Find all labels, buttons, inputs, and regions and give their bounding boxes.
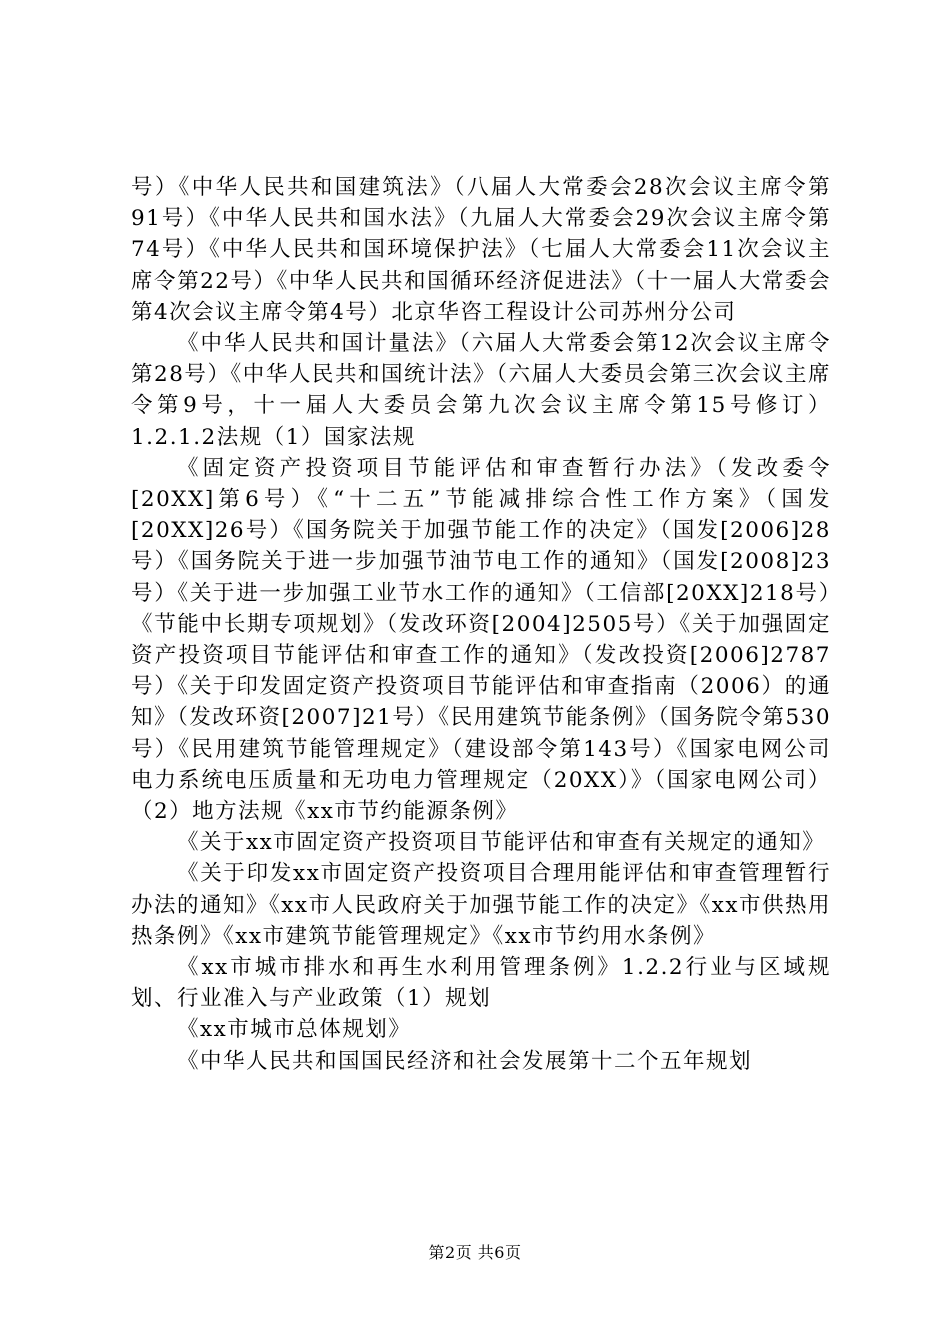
paragraph-7: 《xx市城市总体规划》: [177, 1017, 412, 1043]
paragraph-1: 号）《中华人民共和国建筑法》（八届人大常委会28次会议主席令第91号）《中华人民共和国水法》（九届人大常委会29次会议主席令第74号）《中华人民共和国环境保护法》（七届人大常委会11次会议主席令第22号）《中华人民共和国循环经济促进法》（十一届人大常委会第4次会议主席令第4号）北京华咨工程设计公司苏州分公司: [131, 175, 831, 325]
paragraph-6: 《xx市城市排水和再生水利用管理条例》1.2.2行业与区域规划、行业准入与产业政策（1）规划: [131, 955, 831, 1012]
page-number-indicator: 第2页 共6页: [428, 1243, 522, 1262]
page-footer: [0, 1242, 950, 1264]
paragraph-5: 《关于印发xx市固定资产投资项目合理用能评估和审查管理暂行办法的通知》《xx市人民政府关于加强节能工作的决定》《xx市供热用热条例》《xx市建筑节能管理规定》《xx市节约用水条例》: [131, 861, 832, 949]
paragraph-2: 《中华人民共和国计量法》（六届人大常委会第12次会议主席令第28号）《中华人民共和国统计法》（六届人大委员会第三次会议主席令第9号，十一届人大委员会第九次会议主席令第15号修订）1.2.1.2法规（1）国家法规: [131, 331, 831, 450]
paragraph-8: 《中华人民共和国国民经济和社会发展第十二个五年规划: [177, 1048, 753, 1074]
paragraph-3: 《固定资产投资项目节能评估和审查暂行办法》（发改委令[20XX]第6号）《“十二五”节能减排综合性工作方案》（国发[20XX]26号）《国务院关于加强节能工作的决定》（国发[2006]28号）《国务院关于进一步加强节油节电工作的通知》（国发[2008]23号）《关于进一步加强工业节水工作的通知》（工信部[20XX]218号）《节能中长期专项规划》（发改环资[2004]2505号）《关于加强固定资产投资项目节能评估和审查工作的通知》（发改投资[2006]2787号）《关于印发固定资产投资项目节能评估和审查指南（2006）的通知》（发改环资[2007]21号）《民用建筑节能条例》（国务院令第530号）《民用建筑节能管理规定》（建设部令第143号）《国家电网公司电力系统电压质量和无功电力管理规定（20XX）》（国家电网公司）（2）地方法规《xx市节约能源条例》: [131, 455, 831, 825]
paragraph-4: 《关于xx市固定资产投资项目节能评估和审查有关规定的通知》: [177, 830, 826, 856]
document-body: [131, 172, 831, 1077]
